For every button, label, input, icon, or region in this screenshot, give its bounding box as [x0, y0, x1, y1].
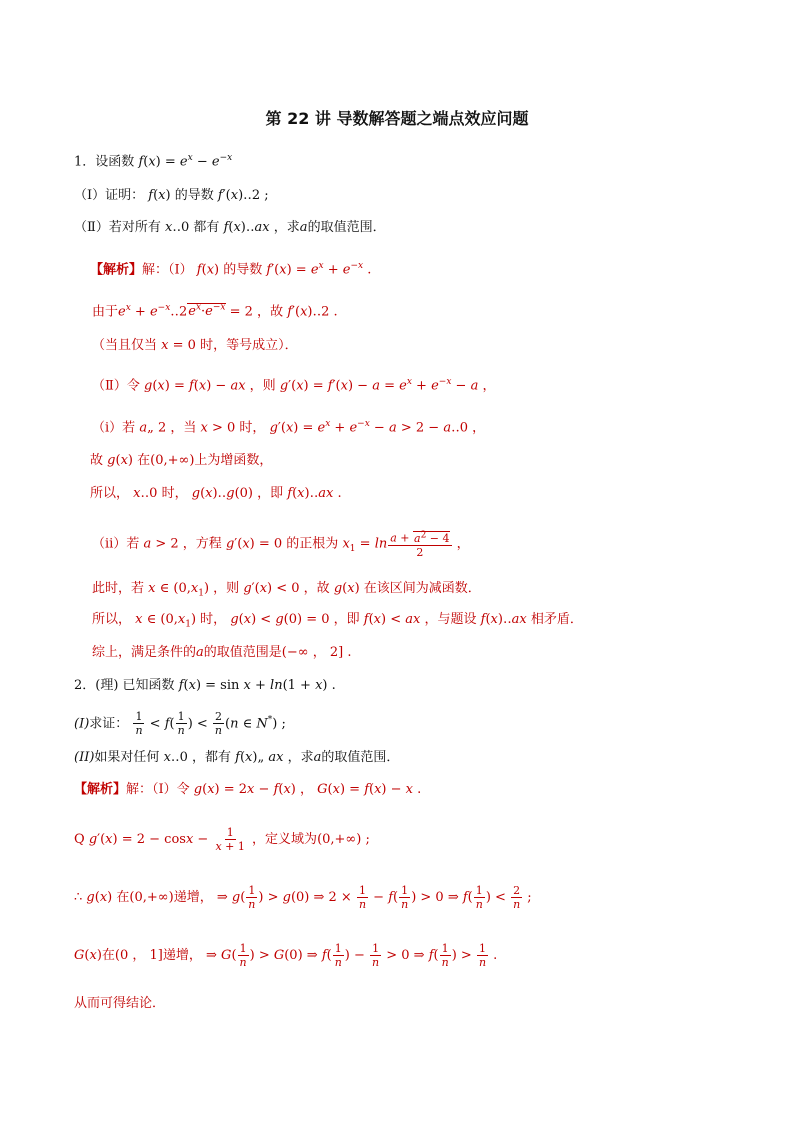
solution-2-derivative: Q g′(x) = 2 − cosx − $\frac{1}{x + 1}$ ，定义域为(0,+∞) ; — [74, 826, 370, 853]
page-title: 第 22 讲 导数解答题之端点效应问题 — [265, 109, 529, 128]
solution-1-case-1-inc: 故 g(x) 在(0,+∞)上为增函数， — [90, 453, 273, 468]
solution-1-case-2: （ⅱ）若 a > 2 ，方程 g′(x) = 0 的正根为 $x_1 = \ln$ $\frac{a + a^2 - 4}{2}$ ， — [92, 530, 470, 559]
problem-2-statement: 2．(理) 已知函数 f(x) = sin x + ln(1 + x) . — [74, 678, 336, 693]
solution-2-G-increasing: G(x)在(0 ， 1]递增， ⇒ G( $\frac{1}{n}$ ) > G(0) ⇒ f( $\frac{1}{n}$ ) − $\frac{1}{n}$ > 0 ⇒ f( $\frac{1}{n}$ ) > $\frac{1}{n}$ . — [74, 942, 498, 969]
problem-1-statement: 1．设函数 $f(x) = e^x - e^{-x}$ — [74, 153, 233, 170]
solution-1-case-1: （ⅰ）若 a„ 2 ，当 x > 0 时， $g'(x) = e^x + e^{-x} - a > 2$ − a‥0 ， — [92, 419, 486, 436]
problem-2-part-1: (I)求证： $\frac{1}{n}$ < f( $\frac{1}{n}$ ) < $\frac{2}{n}$ (n ∈ N*) ; — [74, 710, 286, 738]
solution-1-case-1-conclusion: 所以， x‥0 时， g(x)‥g(0) ，即 f(x)‥ax . — [90, 486, 342, 501]
solution-2-intro: 【解析】解：（Ⅰ）令 g(x) = 2x − f(x) ， G(x) = f(x) − x . — [74, 782, 422, 797]
solution-1-step-2: （当且仅当 x = 0 时，等号成立）． — [92, 338, 298, 353]
solution-2-g-increasing: ∴ g(x) 在(0,+∞)递增， ⇒ g( $\frac{1}{n}$ ) > g(0) ⇒ 2 × $\frac{1}{n}$ − f( $\frac{1}{n}$ ) > 0 ⇒ f( $\frac{1}{n}$ ) < $\frac{2}{n}$ ; — [74, 884, 532, 911]
solution-1-intro: 【解析】解：（Ⅰ） f(x) 的导数 $f'(x) = e^x + e^{-x}$ . — [90, 261, 372, 278]
solution-1-step-3: （Ⅱ）令 g(x) = f(x) − ax ，则 $g'(x) = f'(x) - a = e^x + e^{-x} - a$ ， — [92, 377, 496, 394]
solution-1-summary: 综上，满足条件的a的取值范围是(−∞ ， 2] . — [92, 645, 352, 660]
solution-1-step-1: 由于$e^x$ + $e^{-x}‥2e^x\cdot e^{-x} = 2$ ，故 f′(x)‥2 . — [92, 303, 338, 320]
problem-1-part-2: （Ⅱ）若对所有 x‥0 都有 f(x)‥ax ，求a的取值范围． — [74, 220, 386, 235]
problem-1-part-1: （Ⅰ）证明： f(x) 的导数 f′(x)‥2 ; — [74, 188, 269, 203]
solution-1-case-2-interval: 此时，若 x ∈ $(0,x_1)$ ，则 g′(x) < 0 ，故 g(x) 在该区间为减函数． — [92, 581, 481, 599]
solution-2-conclusion: 从而可得结论． — [74, 996, 166, 1011]
solution-1-case-2-contradiction: 所以， x ∈ $(0,x_1)$ 时， g(x) < g(0) = 0 ，即 f(x) < ax ，与题设 f(x)‥ax 相矛盾． — [92, 612, 583, 630]
problem-2-part-2: (II)如果对任何 x‥0 ，都有 f(x)„ ax ，求a的取值范围． — [74, 750, 400, 765]
